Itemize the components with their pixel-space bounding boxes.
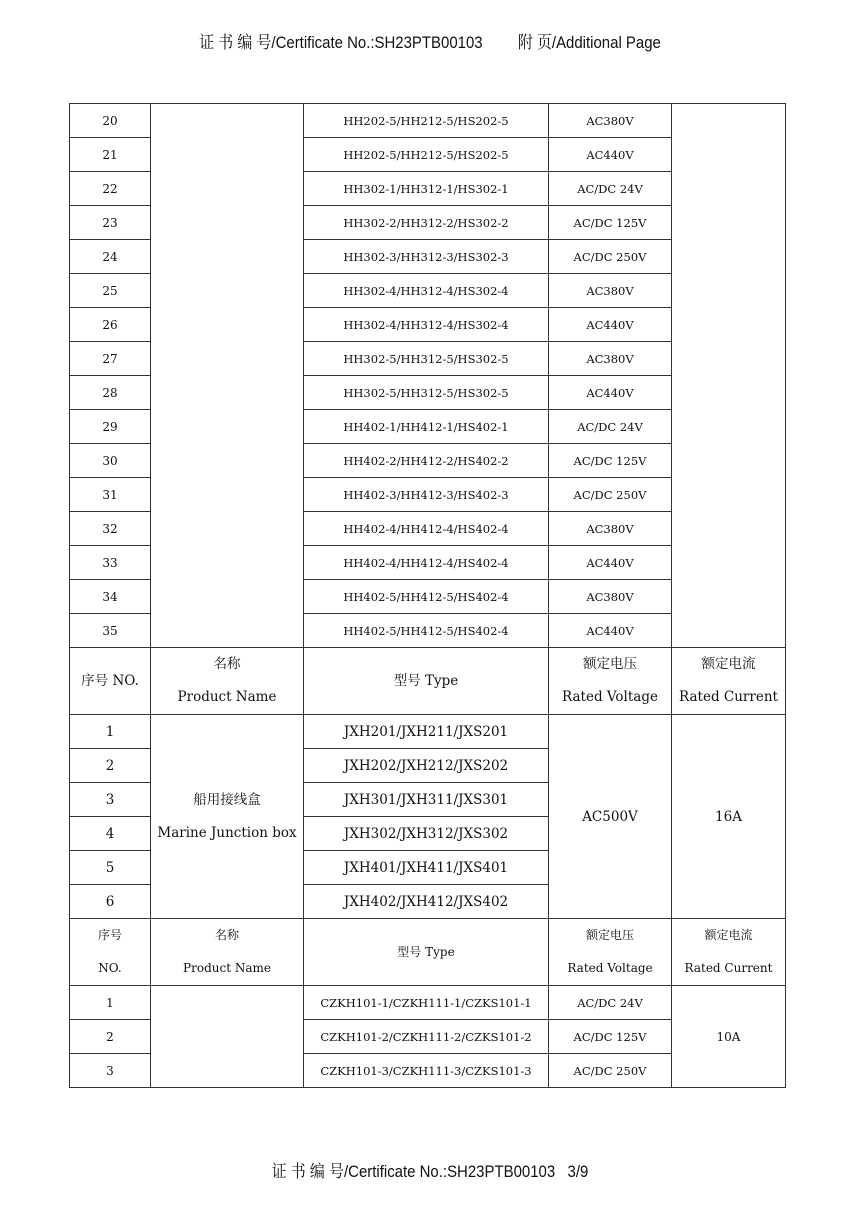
rated-voltage: AC440V xyxy=(549,376,672,410)
model-type: JXH301/JXH311/JXS301 xyxy=(304,783,549,817)
model-type: HH402-4/HH412-4/HS402-4 xyxy=(304,512,549,546)
certificate-table-body xyxy=(70,104,786,1088)
product-name xyxy=(151,715,304,919)
model-type: HH302-4/HH312-4/HS302-4 xyxy=(304,274,549,308)
row-number: 31 xyxy=(70,478,151,512)
model-type: HH402-1/HH412-1/HS402-1 xyxy=(304,410,549,444)
additional-page-label: 附 页/Additional Page xyxy=(517,33,661,52)
model-type: HH302-5/HH312-5/HS302-5 xyxy=(304,342,549,376)
model-type: HH402-5/HH412-5/HS402-4 xyxy=(304,580,549,614)
row-number: 33 xyxy=(70,546,151,580)
model-type: HH402-5/HH412-5/HS402-4 xyxy=(304,614,549,648)
row-number: 28 xyxy=(70,376,151,410)
model-type: JXH202/JXH212/JXS202 xyxy=(304,749,549,783)
rated-voltage: AC440V xyxy=(549,614,672,648)
row-number: 27 xyxy=(70,342,151,376)
row-number: 20 xyxy=(70,104,151,138)
rated-voltage: AC/DC 250V xyxy=(549,478,672,512)
rated-voltage: AC/DC 24V xyxy=(549,410,672,444)
certificate-table xyxy=(69,103,786,1088)
row-number: 6 xyxy=(70,885,151,919)
row-number: 30 xyxy=(70,444,151,478)
row-number: 26 xyxy=(70,308,151,342)
row-number: 34 xyxy=(70,580,151,614)
header-rated-current xyxy=(672,919,786,986)
certificate-number: 证 书 编 号/Certificate No.:SH23PTB00103 xyxy=(199,33,483,52)
model-type: HH302-3/HH312-3/HS302-3 xyxy=(304,240,549,274)
rated-voltage: AC380V xyxy=(549,274,672,308)
header-rated-current-cn: 额定电流 xyxy=(701,656,756,672)
model-type: HH402-3/HH412-3/HS402-3 xyxy=(304,478,549,512)
header-no-cn: 序号 xyxy=(97,928,122,942)
model-type: HH302-2/HH312-2/HS302-2 xyxy=(304,206,549,240)
page-number: 3/9 xyxy=(567,1162,589,1181)
model-type: CZKH101-1/CZKH111-1/CZKS101-1 xyxy=(304,986,549,1020)
table-row xyxy=(70,104,786,138)
header-no: 序号 NO. xyxy=(70,648,151,715)
row-number: 21 xyxy=(70,138,151,172)
model-type: HH302-4/HH312-4/HS302-4 xyxy=(304,308,549,342)
header-no xyxy=(70,919,151,986)
row-number: 22 xyxy=(70,172,151,206)
row-number: 1 xyxy=(70,715,151,749)
table-row xyxy=(70,986,786,1020)
product-name-cell xyxy=(151,104,304,648)
header-product-name-en: Product Name xyxy=(183,961,271,975)
rated-voltage: AC380V xyxy=(549,342,672,376)
product-name-cn: 船用接线盒 xyxy=(193,791,261,808)
page-footer xyxy=(52,1157,809,1182)
rated-current-cell xyxy=(672,104,786,648)
header-rated-current-en: Rated Current xyxy=(679,689,778,705)
row-number: 35 xyxy=(70,614,151,648)
row-number: 1 xyxy=(70,986,151,1020)
row-number: 3 xyxy=(70,783,151,817)
model-type: HH302-1/HH312-1/HS302-1 xyxy=(304,172,549,206)
rated-voltage: AC440V xyxy=(549,308,672,342)
header-rated-voltage xyxy=(549,919,672,986)
model-type: CZKH101-2/CZKH111-2/CZKS101-2 xyxy=(304,1020,549,1054)
header-rated-voltage-en: Rated Voltage xyxy=(562,689,658,705)
model-type: JXH401/JXH411/JXS401 xyxy=(304,851,549,885)
header-rated-voltage-cn: 额定电压 xyxy=(583,656,637,672)
header-product-name xyxy=(151,648,304,715)
rated-voltage: AC380V xyxy=(549,580,672,614)
header-product-name-cn: 名称 xyxy=(213,656,241,672)
footer-certificate-number: 证 书 编 号/Certificate No.:SH23PTB00103 xyxy=(271,1162,556,1181)
header-rated-voltage xyxy=(549,648,672,715)
product-name-en: Marine Junction box xyxy=(157,824,297,841)
table-header-row xyxy=(70,648,786,715)
model-type: HH402-4/HH412-4/HS402-4 xyxy=(304,546,549,580)
header-rated-current-cn: 额定电流 xyxy=(704,928,753,942)
rated-voltage: AC380V xyxy=(549,104,672,138)
row-number: 25 xyxy=(70,274,151,308)
header-product-name-cn: 名称 xyxy=(214,928,239,942)
model-type: HH202-5/HH212-5/HS202-5 xyxy=(304,138,549,172)
header-type: 型号 Type xyxy=(304,648,549,715)
page-header xyxy=(52,28,809,53)
header-product-name xyxy=(151,919,304,986)
rated-current: 16A xyxy=(672,715,786,919)
row-number: 23 xyxy=(70,206,151,240)
row-number: 29 xyxy=(70,410,151,444)
row-number: 32 xyxy=(70,512,151,546)
model-type: JXH201/JXH211/JXS201 xyxy=(304,715,549,749)
rated-voltage: AC/DC 24V xyxy=(549,172,672,206)
rated-voltage: AC/DC 250V xyxy=(549,1054,672,1088)
row-number: 2 xyxy=(70,749,151,783)
model-type: HH202-5/HH212-5/HS202-5 xyxy=(304,104,549,138)
rated-voltage: AC/DC 125V xyxy=(549,206,672,240)
table-header-row xyxy=(70,919,786,986)
row-number: 5 xyxy=(70,851,151,885)
rated-voltage: AC380V xyxy=(549,512,672,546)
header-type: 型号 Type xyxy=(304,919,549,986)
product-name-cell xyxy=(151,986,304,1088)
rated-voltage: AC440V xyxy=(549,138,672,172)
header-rated-current-en: Rated Current xyxy=(684,961,773,975)
rated-voltage: AC/DC 24V xyxy=(549,986,672,1020)
model-type: JXH302/JXH312/JXS302 xyxy=(304,817,549,851)
rated-current: 10A xyxy=(672,986,786,1088)
rated-voltage: AC/DC 125V xyxy=(549,1020,672,1054)
header-rated-voltage-cn: 额定电压 xyxy=(585,928,634,942)
model-type: HH402-2/HH412-2/HS402-2 xyxy=(304,444,549,478)
rated-voltage: AC500V xyxy=(549,715,672,919)
header-no-en: NO. xyxy=(98,961,122,975)
model-type: CZKH101-3/CZKH111-3/CZKS101-3 xyxy=(304,1054,549,1088)
table-row xyxy=(70,715,786,749)
row-number: 4 xyxy=(70,817,151,851)
rated-voltage: AC/DC 250V xyxy=(549,240,672,274)
row-number: 24 xyxy=(70,240,151,274)
rated-voltage: AC/DC 125V xyxy=(549,444,672,478)
header-rated-current xyxy=(672,648,786,715)
rated-voltage: AC440V xyxy=(549,546,672,580)
row-number: 3 xyxy=(70,1054,151,1088)
header-rated-voltage-en: Rated Voltage xyxy=(567,961,653,975)
header-product-name-en: Product Name xyxy=(177,689,277,705)
model-type: HH302-5/HH312-5/HS302-5 xyxy=(304,376,549,410)
row-number: 2 xyxy=(70,1020,151,1054)
model-type: JXH402/JXH412/JXS402 xyxy=(304,885,549,919)
